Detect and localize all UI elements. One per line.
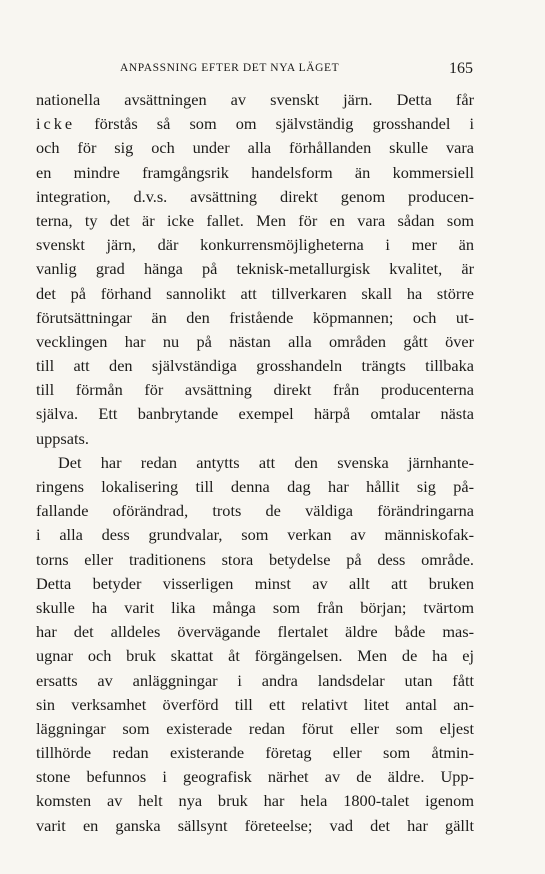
text-line: vanlig grad hänga på teknisk-metallurgisk kvalitet, är [36, 259, 474, 279]
text-line: till att den självständiga grosshandeln trängts tillbaka [36, 356, 474, 376]
emphasized-word: icke [36, 114, 76, 134]
text-line: i alla dess grundvalar, som verkan av människofak- [36, 525, 474, 545]
text-line: ringens lokalisering till denna dag har hållit sig på- [36, 477, 474, 496]
text-line: varit en ganska sällsynt företeelse; vad det har gällt [36, 815, 474, 835]
text-line: har det alldeles övervägande flertalet äldre både mas- [36, 622, 474, 642]
text-line: till förmån för avsättning direkt från producenterna [36, 380, 474, 400]
text-line: skulle ha varit lika många som från början; tvärtom [36, 597, 474, 617]
text-line: vecklingen har nu på nästan alla områden gått över [36, 331, 474, 351]
text-line: integration, d.v.s. avsättning direkt genom producen- [36, 186, 474, 206]
text-line [36, 112, 474, 136]
text-line: det på förhand sannolikt att tillverkaren skall ha större [36, 283, 474, 303]
text-line: Detta betyder visserligen minst av allt att bruken [36, 573, 474, 593]
text-line: själva. Ett banbrytande exempel härpå omtalar nästa [36, 404, 474, 424]
text-line: stone befunnos i geografisk närhet av de äldre. Upp- [36, 767, 474, 787]
text-line: och för sig och under alla förhållanden skulle vara [36, 138, 474, 158]
page-header [36, 62, 473, 82]
text-line: komsten av helt nya bruk har hela 1800-talet igenom [36, 791, 474, 811]
text-line: nationella avsättningen av svenskt järn. Detta får [36, 90, 474, 109]
page-number: 165 [449, 60, 473, 77]
text-line: läggningar som existerade redan förut eller som eljest [36, 718, 474, 738]
body-text [36, 88, 474, 838]
text-line: sin verksamhet överförd till ett relativt litet antal an- [36, 694, 474, 714]
text-line-remainder: förstås så som om självständig grosshandel i [94, 114, 474, 134]
text-line: torns eller traditionens stora betydelse på dess område. [36, 549, 474, 569]
text-line: Det har redan antytts att den svenska järnhante- [58, 452, 474, 472]
text-line: terna, ty det är icke fallet. Men för en vara sådan som [36, 210, 474, 230]
text-line: fallande oförändrad, trots de väldiga förändringarna [36, 501, 474, 521]
text-line: svenskt järn, där konkurrensmöjligheterna i mer än [36, 235, 474, 255]
text-line: tillhörde redan existerande företag eller som åtmin- [36, 743, 474, 763]
running-head: ANPASSNING EFTER DET NYA LÄGET [120, 62, 340, 74]
text-line: förutsättningar än den fristående köpmannen; och ut- [36, 307, 474, 327]
text-line: en mindre framgångsrik handelsform än kommersiell [36, 162, 474, 182]
text-line: uppsats. [36, 428, 89, 448]
text-line: ugnar och bruk skattat åt förgängelsen. Men de ha ej [36, 646, 474, 666]
text-line: ersatts av anläggningar i andra landsdelar utan fått [36, 670, 474, 690]
